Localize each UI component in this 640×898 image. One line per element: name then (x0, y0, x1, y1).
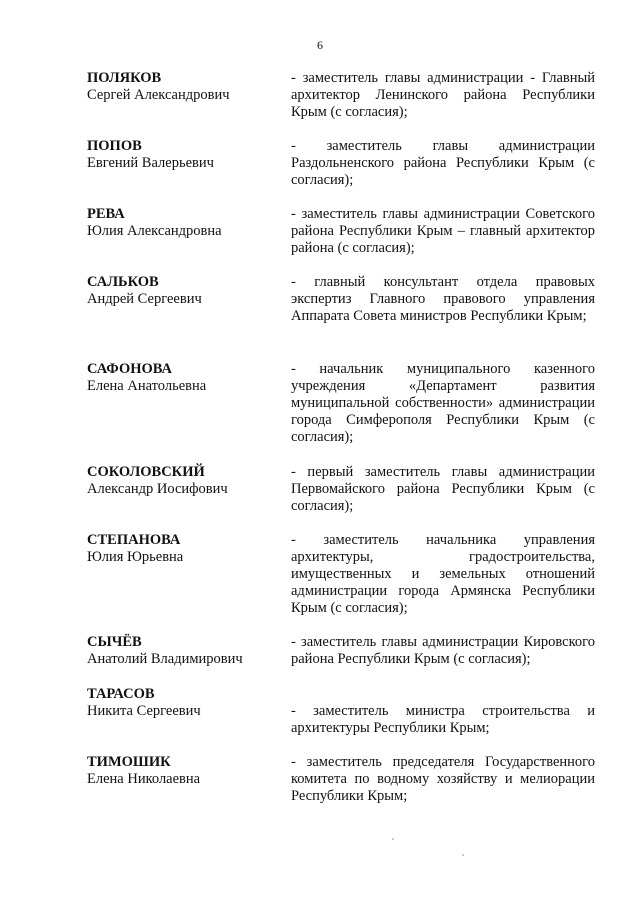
person-name (87, 464, 287, 498)
person-name (87, 754, 287, 788)
person-name (87, 361, 287, 395)
given-names: Никита Сергеевич (87, 703, 201, 719)
scan-speck (392, 838, 394, 840)
surname: СТЕПАНОВА (87, 532, 181, 548)
surname: ТИМОШИК (87, 754, 171, 770)
person-name (87, 138, 287, 172)
given-names: Сергей Александрович (87, 87, 230, 103)
given-names: Елена Анатольевна (87, 378, 207, 394)
given-names: Александр Иосифович (87, 481, 228, 497)
role-description: - заместитель начальника управления архитектуры, градостроительства, имущественных и земельных отношений администрации города Армянска Республики Крым (с согласия); (291, 532, 595, 616)
page-number: 6 (317, 38, 323, 52)
surname: САФОНОВА (87, 361, 173, 377)
role-description: - начальник муниципального казенного учреждения «Департамент развития муниципальной собственности» администрации города Симферополя Республики Крым (с согласия); (291, 361, 595, 445)
person-name (87, 206, 287, 240)
surname: ПОЛЯКОВ (87, 70, 162, 86)
given-names: Андрей Сергеевич (87, 291, 202, 307)
surname: САЛЬКОВ (87, 274, 159, 290)
given-names: Елена Николаевна (87, 771, 201, 787)
role-description: - заместитель министра строительства и архитектуры Республики Крым; (291, 703, 595, 736)
scan-speck (462, 854, 464, 856)
given-names: Юлия Юрьевна (87, 549, 184, 565)
role-description: - заместитель главы администрации Раздольненского района Республики Крым (с согласия); (291, 138, 595, 188)
role-description: - заместитель главы администрации Советского района Республики Крым – главный архитектор района (с согласия); (291, 206, 595, 256)
role-description: - заместитель председателя Государственного комитета по водному хозяйству и мелиорации Республики Крым; (291, 754, 595, 804)
person-name (87, 274, 287, 308)
person-name (87, 634, 287, 668)
surname: СЫЧЁВ (87, 634, 142, 650)
role-description: - первый заместитель главы администрации Первомайского района Республики Крым (с согласия); (291, 464, 595, 514)
given-names: Анатолий Владимирович (87, 651, 243, 667)
person-name (87, 686, 287, 720)
role-description: - главный консультант отдела правовых экспертиз Главного правового управления Аппарата Совета министров Республики Крым; (291, 274, 595, 324)
surname: СОКОЛОВСКИЙ (87, 464, 205, 480)
person-name (87, 70, 287, 104)
surname: ПОПОВ (87, 138, 142, 154)
surname: РЕВА (87, 206, 125, 222)
given-names: Евгений Валерьевич (87, 155, 214, 171)
surname: ТАРАСОВ (87, 686, 155, 702)
role-description: - заместитель главы администрации Кировского района Республики Крым (с согласия); (291, 634, 595, 667)
role-description: - заместитель главы администрации - Главный архитектор Ленинского района Республики Крым (с согласия); (291, 70, 595, 120)
given-names: Юлия Александровна (87, 223, 222, 239)
person-name (87, 532, 287, 566)
